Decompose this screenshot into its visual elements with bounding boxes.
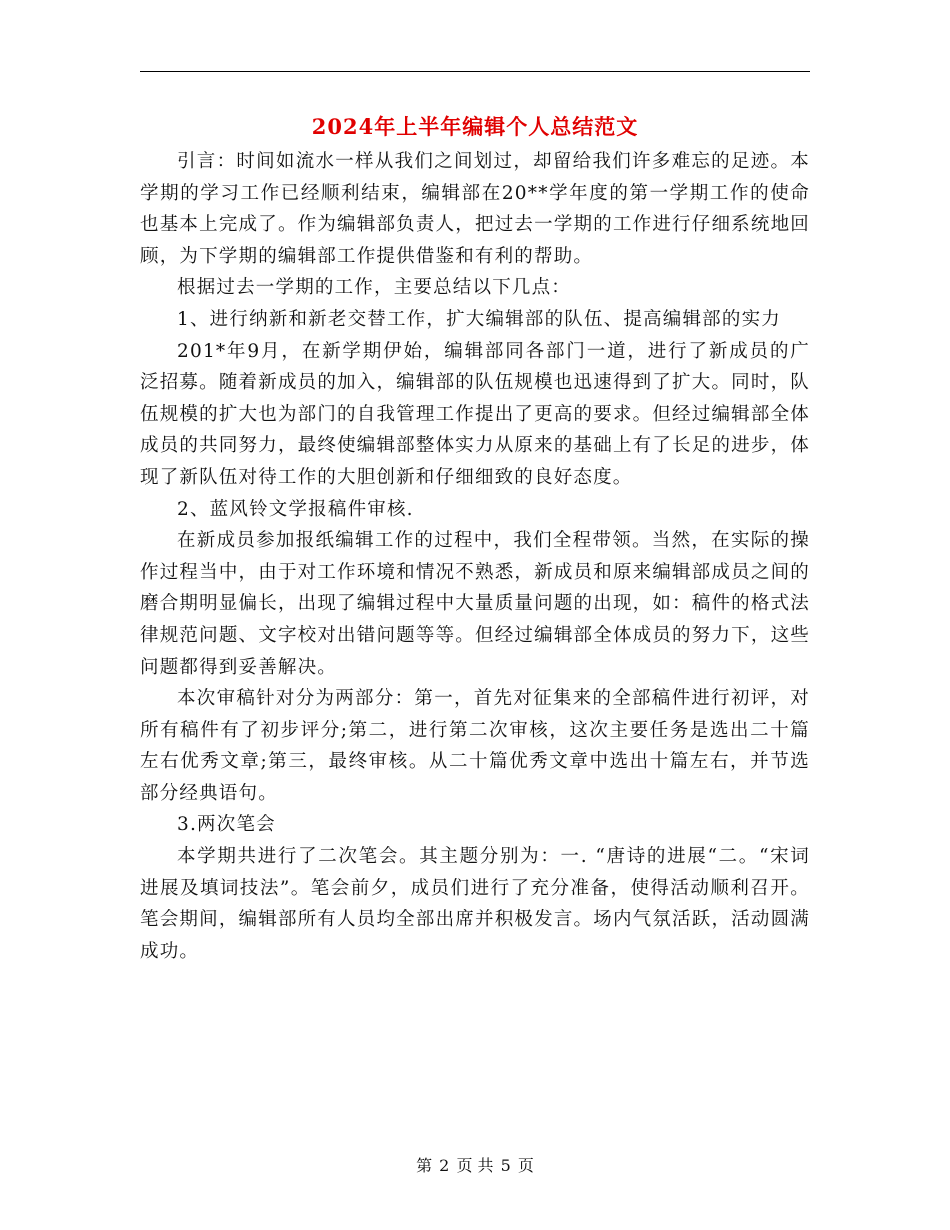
paragraph-section-1: 201*年9月，在新学期伊始，编辑部同各部门一道，进行了新成员的广泛招募。随着新成员的加入，编辑部的队伍规模也迅速得到了扩大。同时，队伍规模的扩大也为部门的自我管理工作提出了更高的要求。但经过编辑部全体成员的共同努力，最终使编辑部整体实力从原来的基础上有了长足的进步，体现了新队伍对待工作的大胆创新和仔细细致的良好态度。 (140, 340, 810, 488)
document-title: 2024年上半年编辑个人总结范文 (311, 114, 639, 139)
page-mid: 页 共 (456, 1156, 494, 1175)
total-pages: 5 (500, 1156, 511, 1175)
page-number-footer (140, 1154, 810, 1178)
paragraph-section-2-b: 本次审稿针对分为两部分：第一，首先对征集来的全部稿件进行初评，对所有稿件有了初步评分;第二，进行第二次审核，这次主要任务是选出二十篇左右优秀文章;第三，最终审核。从二十篇优秀文章中选出十篇左右，并节选部分经典语句。 (140, 688, 810, 804)
paragraph-intro: 引言：时间如流水一样从我们之间划过，却留给我们许多难忘的足迹。本学期的学习工作已经顺利结束，编辑部在20**学年度的第一学期工作的使命也基本上完成了。作为编辑部负责人，把过去一学期的工作进行仔细系统地回顾，为下学期的编辑部工作提供借鉴和有利的帮助。 (140, 151, 810, 267)
heading-section-2: 2、蓝风铃文学报稿件审核. (177, 498, 414, 520)
paragraph-summary-lead: 根据过去一学期的工作，主要总结以下几点： (177, 277, 572, 299)
current-page: 2 (439, 1156, 450, 1175)
document-body (140, 146, 810, 967)
heading-section-3: 3.两次笔会 (177, 814, 276, 836)
page-suffix: 页 (517, 1156, 534, 1175)
paragraph-section-3: 本学期共进行了二次笔会。其主题分别为：一. “唐诗的进展“二。“宋词进展及填词技法”。笔会前夕，成员们进行了充分准备，使得活动顺利召开。笔会期间，编辑部所有人员均全部出席并积极发言。场内气氛活跃，活动圆满成功。 (140, 846, 810, 962)
heading-section-1: 1、进行纳新和新老交替工作，扩大编辑部的队伍、提高编辑部的实力 (177, 308, 781, 330)
header-rule (140, 71, 810, 72)
paragraph-section-2-a: 在新成员参加报纸编辑工作的过程中，我们全程带领。当然，在实际的操作过程当中，由于对工作环境和情况不熟悉，新成员和原来编辑部成员之间的磨合期明显偏长，出现了编辑过程中大量质量问题的出现，如：稿件的格式法律规范问题、文字校对出错问题等等。但经过编辑部全体成员的努力下，这些问题都得到妥善解决。 (140, 530, 810, 678)
page-prefix: 第 (416, 1156, 433, 1175)
